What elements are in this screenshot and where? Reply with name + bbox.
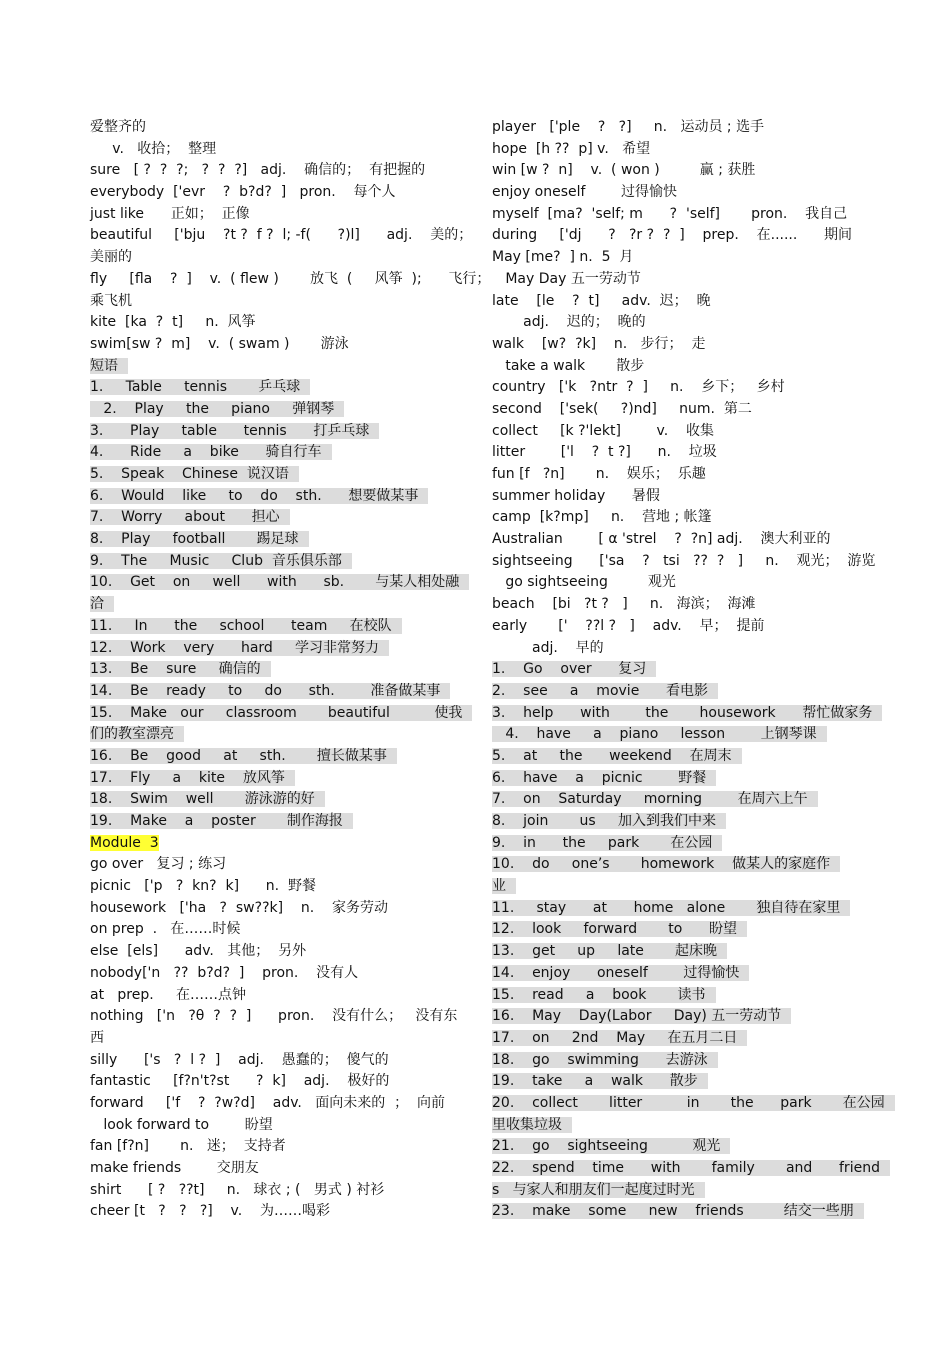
text-line xyxy=(90,746,455,768)
text-line xyxy=(492,182,854,204)
text-line xyxy=(492,507,854,529)
text-line xyxy=(492,963,854,985)
vocab-entry: 美丽的 xyxy=(90,249,132,266)
text-line xyxy=(492,1158,880,1180)
phrase-entry: 11. In the school team 在校队 xyxy=(90,618,402,634)
text-line xyxy=(90,269,491,291)
text-line xyxy=(90,1158,455,1180)
vocab-entry: go sightseeing 观光 xyxy=(492,574,676,591)
phrase-entry: 15. Make our classroom beautiful 使我 xyxy=(90,705,472,721)
text-line xyxy=(492,1028,854,1050)
phrase-entry: s 与家人和朋友们一起度过时光 xyxy=(492,1182,705,1198)
vocab-entry: kite [ka ? t] n. 风筝 xyxy=(90,314,256,331)
text-line xyxy=(90,312,455,334)
phrase-entry: 23. make some new friends 结交一些朋 xyxy=(492,1203,864,1219)
vocab-entry: 乘飞机 xyxy=(90,292,132,309)
phrase-entry: 11. stay at home alone 独自待在家里 xyxy=(492,900,850,916)
vocab-entry: summer holiday 暑假 xyxy=(492,487,660,504)
vocab-entry: myself [ma? 'self; m ? 'self] pron. 我自己 xyxy=(492,205,848,222)
module-heading: Module 3 xyxy=(90,834,159,851)
text-line xyxy=(492,681,854,703)
text-line xyxy=(492,876,854,898)
phrase-entry: 1. Go over 复习 xyxy=(492,661,656,677)
text-line xyxy=(492,442,854,464)
right-column xyxy=(492,117,885,1223)
text-line xyxy=(492,117,854,139)
vocab-entry: May Day 五一劳动节 xyxy=(492,270,641,287)
text-line xyxy=(492,291,854,313)
phrase-entry: 7. Worry about 担心 xyxy=(90,509,290,525)
text-line xyxy=(90,247,455,269)
phrase-entry: 4. Ride a bike 骑自行车 xyxy=(90,444,332,460)
text-line xyxy=(90,1201,455,1223)
phrase-entry: 17. Fly a kite 放风筝 xyxy=(90,770,295,786)
text-line xyxy=(90,399,455,421)
phrase-entry: 9. The Music Club 音乐俱乐部 xyxy=(90,553,352,569)
text-line xyxy=(90,919,455,941)
phrase-entry: 21. go sightseeing 观光 xyxy=(492,1138,730,1154)
text-line xyxy=(90,117,455,139)
text-line xyxy=(492,399,854,421)
text-line xyxy=(90,1180,455,1202)
text-line xyxy=(90,681,455,703)
vocab-entry: on prep . 在……时候 xyxy=(90,921,241,938)
vocab-entry: v. 收拾； 整理 xyxy=(90,140,217,157)
text-line xyxy=(492,768,854,790)
vocab-entry: silly ['s ? l ? ] adj. 愚蠢的； 傻气的 xyxy=(90,1051,389,1068)
text-line xyxy=(492,486,854,508)
vocab-entry: make friends 交朋友 xyxy=(90,1160,259,1176)
text-line xyxy=(492,724,854,746)
text-line xyxy=(90,811,455,833)
vocab-entry: late [le ? t] adv. 迟； 晚 xyxy=(492,292,711,309)
phrase-entry: 业 xyxy=(492,878,516,894)
vocab-entry: everybody ['evr ? b?d? ] pron. 每个人 xyxy=(90,184,396,201)
text-line xyxy=(90,551,455,573)
phrase-entry: 3. Play table tennis 打乒乓球 xyxy=(90,423,379,439)
text-line xyxy=(90,1093,455,1115)
text-line xyxy=(90,659,455,681)
phrase-entry: 19. Make a poster 制作海报 xyxy=(90,813,353,829)
text-line xyxy=(90,291,455,313)
text-line xyxy=(90,529,455,551)
text-line xyxy=(90,377,455,399)
text-line xyxy=(492,898,854,920)
vocab-entry: Australian [ α 'strel ? ?n] adj. 澳大利亚的 xyxy=(492,531,831,548)
text-line xyxy=(492,551,876,573)
vocab-entry: fun [f ?n] n. 娱乐； 乐趣 xyxy=(492,466,706,482)
phrase-entry: 12. Work very hard 学习非常努力 xyxy=(90,640,389,656)
text-line xyxy=(492,1093,885,1115)
text-line xyxy=(90,985,455,1007)
text-line xyxy=(90,1115,455,1137)
phrase-entry: 6. have a picnic 野餐 xyxy=(492,770,716,786)
text-line xyxy=(90,572,460,594)
vocab-entry: sightseeing ['sa ? tsi ?? ? ] n. 观光； 游览 xyxy=(492,552,876,569)
text-line xyxy=(90,507,455,529)
vocab-entry: walk [w? ?k] n. 步行； 走 xyxy=(492,335,706,352)
text-line xyxy=(492,421,854,443)
phrase-entry: 洽 xyxy=(90,596,114,612)
text-line xyxy=(492,594,854,616)
text-line xyxy=(492,377,854,399)
phrase-entry: 9. in the park 在公园 xyxy=(492,835,722,851)
phrase-entry: 19. take a walk 散步 xyxy=(492,1073,708,1089)
vocab-entry: hope [h ?? p] v. 希望 xyxy=(492,140,651,157)
text-line xyxy=(90,898,455,920)
phrase-entry: 3. help with the housework 帮忙做家务 xyxy=(492,705,882,721)
vocab-entry: else [els] adv. 其他； 另外 xyxy=(90,943,307,960)
phrase-entry: 10. do one’s homework 做某人的家庭作 xyxy=(492,856,840,872)
text-line xyxy=(492,247,854,269)
vocab-entry: enjoy oneself 过得愉快 xyxy=(492,184,678,201)
phrase-entry: 12. look forward to 盼望 xyxy=(492,921,747,937)
phrase-entry: 20. collect litter in the park 在公园 xyxy=(492,1095,895,1111)
text-line xyxy=(492,1136,854,1158)
phrase-entry: 16. May Day(Labor Day) 五一劳动节 xyxy=(492,1008,791,1024)
text-line xyxy=(90,1006,458,1028)
text-line xyxy=(492,356,854,378)
text-line xyxy=(492,204,854,226)
phrase-entry: 里收集垃圾 xyxy=(492,1117,572,1133)
text-line xyxy=(90,182,455,204)
vocab-entry: adj. 迟的； 晚的 xyxy=(492,314,646,331)
vocab-entry: just like 正如； 正像 xyxy=(90,205,250,222)
vocab-entry: cheer [t ? ? ?] v. 为……喝彩 xyxy=(90,1203,331,1220)
text-line xyxy=(492,464,854,486)
text-line xyxy=(90,941,455,963)
phrase-entry: 4. have a piano lesson 上钢琴课 xyxy=(492,726,827,742)
text-line xyxy=(492,572,854,594)
phrase-entry: 短语 xyxy=(90,358,128,374)
text-line xyxy=(90,876,455,898)
text-line xyxy=(90,833,455,855)
text-line xyxy=(492,1006,854,1028)
text-line xyxy=(90,724,455,746)
text-line xyxy=(492,312,854,334)
vocab-entry: camp [k?mp] n. 营地 ; 帐篷 xyxy=(492,509,712,526)
phrase-entry: 8. Play football 踢足球 xyxy=(90,531,309,547)
phrase-entry: 5. at the weekend 在周末 xyxy=(492,748,742,764)
text-line xyxy=(492,1050,854,1072)
text-line xyxy=(90,204,455,226)
text-line xyxy=(492,1180,854,1202)
text-line xyxy=(90,356,455,378)
text-line xyxy=(492,789,854,811)
text-line xyxy=(492,225,854,247)
vocab-entry: picnic ['p ? kn? k] n. 野餐 xyxy=(90,878,316,895)
vocab-entry: during ['dj ? ?r ? ? ] prep. 在...... 期间 xyxy=(492,227,853,244)
vocab-entry: early [' ??l ? ] adv. 早； 提前 xyxy=(492,617,765,634)
vocab-entry: housework ['ha ? sw??k] n. 家务劳动 xyxy=(90,899,388,916)
text-line xyxy=(492,529,854,551)
vocab-entry: May [me? ] n. 5 月 xyxy=(492,249,634,266)
text-line xyxy=(492,746,854,768)
vocab-entry: adj. 早的 xyxy=(492,639,604,656)
text-line xyxy=(492,638,854,660)
phrase-entry: 22. spend time with family and friend xyxy=(492,1160,890,1176)
phrase-entry: 16. Be good at sth. 擅长做某事 xyxy=(90,748,397,764)
text-line xyxy=(492,160,854,182)
vocab-entry: sure [ ? ? ?; ? ? ?] adj. 确信的； 有把握的 xyxy=(90,162,426,179)
phrase-entry: 7. on Saturday morning 在周六上午 xyxy=(492,791,818,807)
text-line xyxy=(90,854,455,876)
left-column xyxy=(90,117,491,1223)
text-line xyxy=(90,638,455,660)
phrase-entry: 18. go swimming 去游泳 xyxy=(492,1052,718,1068)
vocab-entry: win [w ? n] v. ( won ) 赢 ; 获胜 xyxy=(492,162,756,179)
text-line xyxy=(90,703,463,725)
vocab-entry: take a walk 散步 xyxy=(492,357,645,374)
text-line xyxy=(492,269,854,291)
phrase-entry: 8. join us 加入到我们中来 xyxy=(492,813,726,829)
text-line xyxy=(90,421,455,443)
text-line xyxy=(90,442,455,464)
vocab-entry: nobody['n ?? b?d? ] pron. 没有人 xyxy=(90,964,359,981)
text-line xyxy=(492,811,854,833)
text-line xyxy=(492,616,854,638)
text-line xyxy=(492,919,854,941)
phrase-entry: 1. Table tennis 乒乓球 xyxy=(90,379,310,395)
text-line xyxy=(492,659,854,681)
phrase-entry: 13. get up late 起床晚 xyxy=(492,943,727,959)
text-line xyxy=(492,703,873,725)
text-line xyxy=(90,1071,455,1093)
text-line xyxy=(492,1071,854,1093)
vocab-entry: look forward to 盼望 xyxy=(90,1116,273,1133)
text-line xyxy=(90,160,455,182)
text-line xyxy=(90,768,455,790)
text-line xyxy=(492,941,854,963)
phrase-entry: 2. see a movie 看电影 xyxy=(492,683,718,699)
vocab-entry: fly [fla ? ] v. ( flew ) 放飞 ( 风筝 ); 飞行； xyxy=(90,270,491,287)
text-line xyxy=(492,139,854,161)
phrase-entry: 13. Be sure 确信的 xyxy=(90,661,271,677)
text-line xyxy=(90,225,473,247)
phrase-entry: 们的教室漂亮 xyxy=(90,726,184,742)
vocab-entry: country ['k ?ntr ? ] n. 乡下； 乡村 xyxy=(492,379,785,396)
text-line xyxy=(492,833,854,855)
phrase-entry: 2. Play the piano 弹钢琴 xyxy=(90,401,344,417)
vocab-entry: forward ['f ? ?w?d] adv. 面向未来的 ； 向前 xyxy=(90,1094,446,1111)
text-line xyxy=(492,985,854,1007)
vocab-entry: collect [k ?'lekt] v. 收集 xyxy=(492,422,715,439)
phrase-entry: 6. Would like to do sth. 想要做某事 xyxy=(90,488,428,504)
text-line xyxy=(90,1050,455,1072)
vocab-entry: nothing ['n ?θ ? ? ] pron. 没有什么； 没有东 xyxy=(90,1008,458,1025)
text-line xyxy=(90,334,455,356)
phrase-entry: 14. enjoy oneself 过得愉快 xyxy=(492,965,749,981)
text-line xyxy=(90,486,455,508)
phrase-entry: 10. Get on well with sb. 与某人相处融 xyxy=(90,574,469,590)
vocab-entry: shirt [ ? ??t] n. 球衣 ; ( 男式 ) 衬衫 xyxy=(90,1181,385,1198)
vocab-entry: fantastic [f?n't?st ? k] adj. 极好的 xyxy=(90,1073,390,1090)
vocab-entry: litter ['l ? t ?] n. 垃圾 xyxy=(492,444,717,461)
text-line xyxy=(492,1115,854,1137)
text-line xyxy=(492,1201,854,1223)
vocab-entry: 西 xyxy=(90,1029,104,1046)
vocab-entry: second ['sek( ?)nd] num. 第二 xyxy=(492,400,752,417)
text-line xyxy=(90,1136,455,1158)
text-line xyxy=(90,963,455,985)
text-line xyxy=(492,334,854,356)
vocab-entry: player ['ple ? ?] n. 运动员 ; 选手 xyxy=(492,119,765,135)
phrase-entry: 14. Be ready to do sth. 准备做某事 xyxy=(90,683,450,699)
text-line xyxy=(90,139,455,161)
text-line xyxy=(90,594,455,616)
vocab-entry: at prep. 在……点钟 xyxy=(90,986,246,1003)
phrase-entry: 18. Swim well 游泳游的好 xyxy=(90,791,325,807)
text-line xyxy=(90,616,455,638)
vocab-entry: fan [f?n] n. 迷； 支持者 xyxy=(90,1138,286,1155)
text-line xyxy=(90,789,455,811)
vocab-entry: swim[sw ? m] v. ( swam ) 游泳 xyxy=(90,335,349,352)
vocab-entry: beautiful ['bju ?t ? f ? l; -f( ?)l] adj. 美的； xyxy=(90,227,473,244)
phrase-entry: 15. read a book 读书 xyxy=(492,987,716,1003)
text-line xyxy=(492,854,854,876)
text-line xyxy=(90,464,455,486)
phrase-entry: 17. on 2nd May 在五月二日 xyxy=(492,1030,747,1046)
phrase-entry: 5. Speak Chinese 说汉语 xyxy=(90,466,299,482)
vocab-entry: beach [bi ?t ? ] n. 海滨； 海滩 xyxy=(492,596,756,613)
text-line xyxy=(90,1028,455,1050)
vocab-entry: 爱整齐的 xyxy=(90,119,146,135)
vocab-entry: go over 复习 ; 练习 xyxy=(90,856,227,873)
